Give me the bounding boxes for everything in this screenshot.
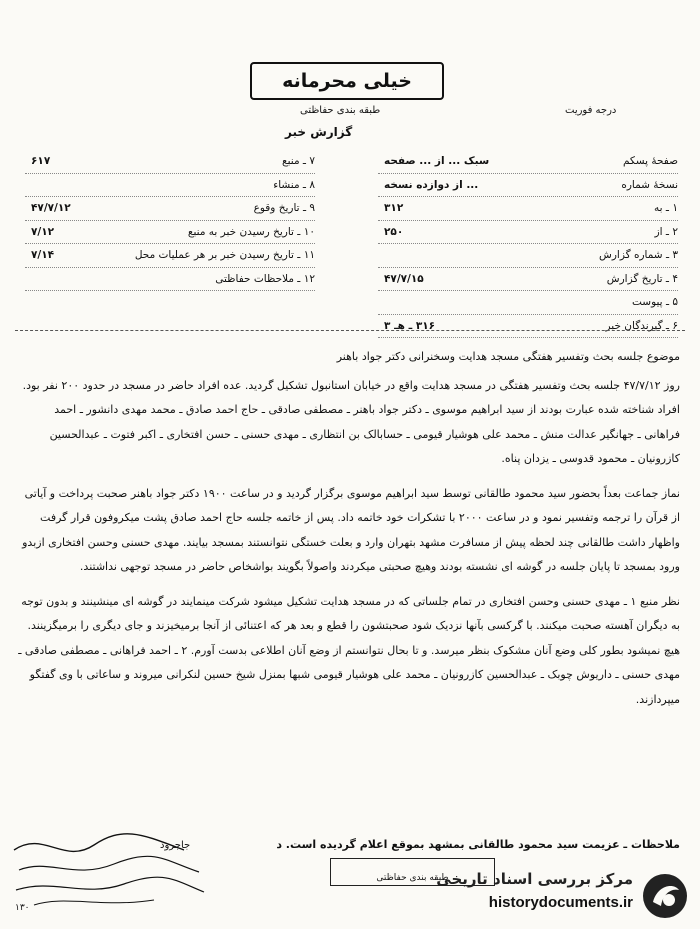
bottom-classification-stamp: طبقه بندی حفاظتی [330, 858, 495, 886]
classification-stamp [250, 62, 444, 100]
field-row: ۲ ـ از ۲۵۰ [378, 221, 678, 245]
report-subject: موضوع جلسه بحث وتفسیر هفتگی مسجد هدایت وسخنرانی دکتر جواد باهنر [336, 350, 680, 363]
field-row: ۱۱ ـ تاریخ رسیدن خبر بر هر عملیات محل ۷/۱۴ [25, 244, 315, 268]
section-divider [15, 330, 685, 331]
field-row: ۱۰ ـ تاریخ رسیدن خبر به منبع ۷/۱۲ [25, 221, 315, 245]
handwritten-signature [4, 820, 214, 910]
fields-left-column [25, 150, 315, 291]
fields-right-column [378, 150, 678, 338]
report-body [15, 345, 680, 712]
urgency-label: درجه فوریت [565, 105, 617, 116]
watermark-persian: مرکز بررسی اسناد تاریخی [436, 870, 633, 888]
classification-sub: طبقه بندی حفاظتی [300, 105, 381, 116]
field-row: صفحهٔ پسکم سبک ... از ... صفحه [378, 150, 678, 174]
archive-logo-icon [641, 872, 689, 920]
field-row: ۱۲ ـ ملاحظات حفاظتی [25, 268, 315, 292]
report-paragraph-1: روز ۴۷/۷/۱۲ جلسه بحث وتفسیر هفتگی در مسجد هدایت واقع در خیابان استانبول تشکیل گردید. عده افراد حاضر در مسجد در حدود ۲۰۰ نفر بود. افراد شناخته شده عبارت بودند از سید ابراهیم موسوی ـ دکتر جواد باهنر ـ مصطفی صادقی ـ حاج احمد صادق ـ محمد مهدی دانشور ـ احمد فراهانی ـ جهانگیر عدالت منش ـ محمد علی هوشیار قیومی ـ حسابالک بن انتظاری ـ مهدی حسنی ـ حسن افتخاری ـ اکبر فتوت ـ عبدالحسین کازرونیان ـ محمود قدوسی ـ یزدان پناه. [22, 378, 680, 465]
report-notes: ملاحظات ـ عزیمت سید محمود طالقانی بمشهد بموقع اعلام گردیده است. د [276, 838, 680, 851]
watermark-url: historydocuments.ir [488, 894, 633, 911]
signature-label: جاجرود [160, 840, 191, 851]
classification-text: خیلی محرمانه [282, 70, 412, 92]
field-row: ۵ ـ پیوست [378, 291, 678, 315]
document-title: گزارش خبر [285, 125, 353, 139]
field-row: ۹ ـ تاریخ وقوع ۴۷/۷/۱۲ [25, 197, 315, 221]
report-paragraph-3: نظر منبع ۱ ـ مهدی حسنی وحسن افتخاری در تمام جلساتی که در مسجد هدایت تشکیل میشود شرکت مینمایند در گوشه ای مینشینند و بدون توجه به دیگران آهسته صحبت میکنند. با گرکسی بآنها نزدیک شود صحبتشون را قطع و بعد هر که اعتنائی از آنجا برمیخیزند و جای دیگری را برمیگزینند. هیچ نمیشود بطور کلی وضع آنان مشکوک بنظر میرسد. و تا بحال نتوانستم از وضع آنان اطلاعی بدست آورم. ۲ ـ احمد فراهانی ـ مصطفی صادقی ـ مهدی حسنی ـ داریوش چوبک ـ عبدالحسین کازرونیان ـ محمد علی هوشیار قیومی شبها بمنزل شیخ حسین لنکرانی میروند و ساعاتی با وی گفتگو میپردازند. [18, 594, 680, 706]
field-row: نسخهٔ شماره ... از دوازده نسخه [378, 174, 678, 198]
archive-watermark [430, 870, 695, 922]
page-number: ۱۳۰ [15, 903, 30, 913]
field-row: ۳ ـ شماره گزارش [378, 244, 678, 268]
field-row: ۶ ـ گیرندگان خبر ۳۱۶ ـ هـ ۳ [378, 315, 678, 339]
report-paragraph-2: نماز جماعت بعداً بحضور سید محمود طالقانی توسط سید ابراهیم موسوی برگزار گردید و در ساعت ۱۹۰۰ دکتر جواد باهنر صحبت پرداخت و آیاتی از قرآن را ترجمه وتفسیر نمود و در ساعت ۲۰۰۰ با تشکرات خود خاتمه داد. پس از خاتمه جلسه حاج احمد صادق پشت میکروفون قرار گرفت واظهار داشت طالقانی چند لحظه پیش از مسافرت مشهد بتهران وارد و بعلت خستگی نتوانستند بمسجد بیایند. مهدی حسنی وحسن افتخاری ازبدو ورود بمسجد تا پایان جلسه در گوشه ای نشسته بودند وهیچ صحبتی میکردند واصولاً بگویند بواشخاص حاضر در مسجد توجهی نداشتند. [22, 486, 680, 573]
field-row: ۱ ـ به ۳۱۲ [378, 197, 678, 221]
field-row: ۸ ـ منشاء [25, 174, 315, 198]
field-row: ۴ ـ تاریخ گزارش ۴۷/۷/۱۵ [378, 268, 678, 292]
field-row: ۷ ـ منبع ۶۱۷ [25, 150, 315, 174]
